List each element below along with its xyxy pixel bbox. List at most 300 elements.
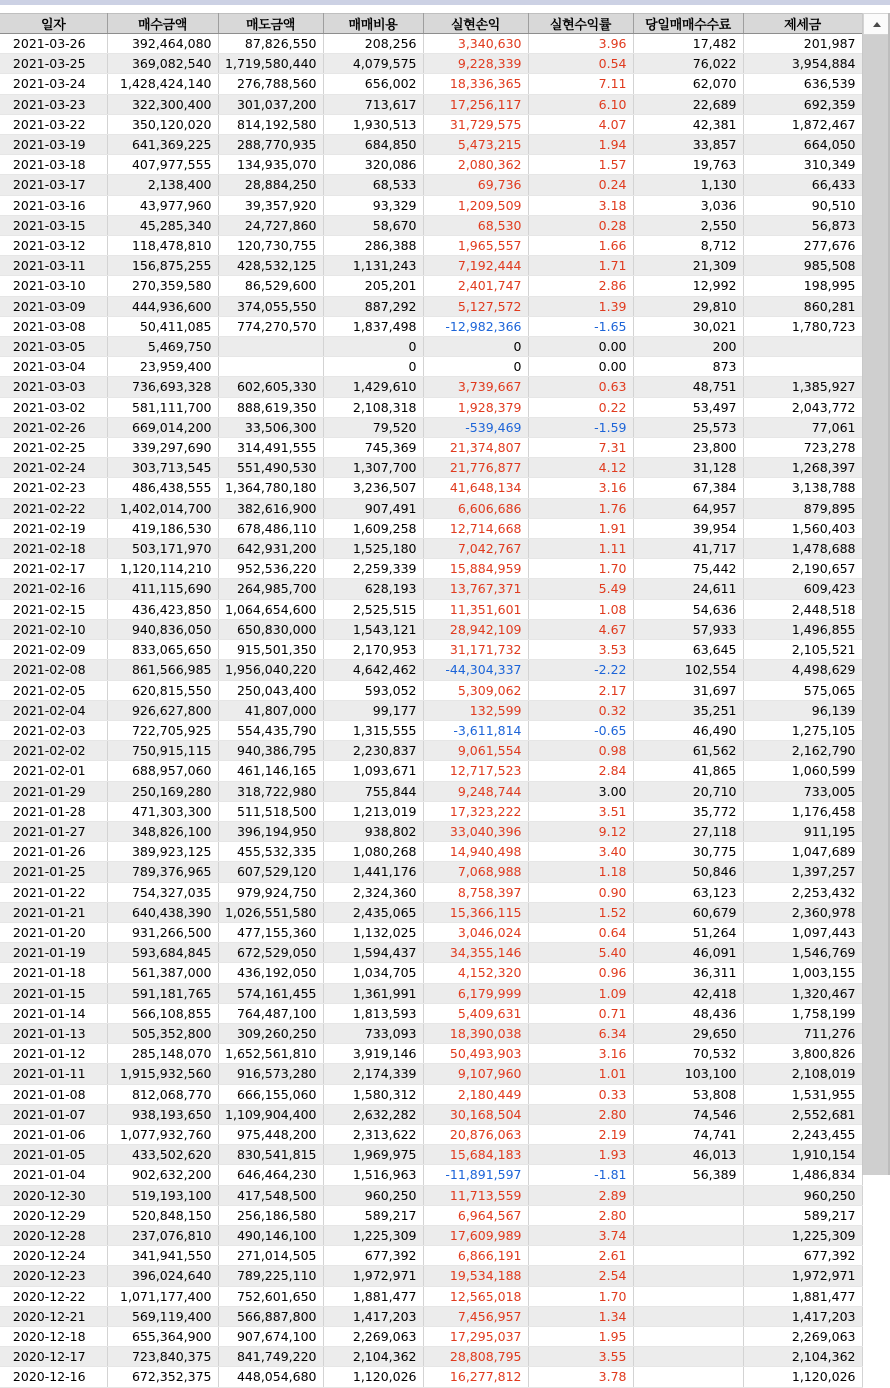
table-row[interactable]: [0, 276, 862, 296]
cell-buy: 861,566,985: [107, 660, 218, 680]
cell-tax: 677,392: [743, 1246, 862, 1266]
table-row[interactable]: [0, 741, 862, 761]
cell-fee: 35,251: [633, 700, 743, 720]
cell-tax: 589,217: [743, 1205, 862, 1225]
cell-sell: 41,807,000: [218, 700, 323, 720]
cell-cost: 938,802: [323, 821, 423, 841]
cell-tax: 90,510: [743, 195, 862, 215]
cell-tax: 860,281: [743, 296, 862, 316]
cell-sell: 86,529,600: [218, 276, 323, 296]
cell-sell: 276,788,560: [218, 74, 323, 94]
table-row[interactable]: [0, 943, 862, 963]
cell-tax: 1,120,026: [743, 1367, 862, 1387]
table-row[interactable]: [0, 175, 862, 195]
cell-realized-return-rate: 0.32: [528, 700, 633, 720]
table-row[interactable]: [0, 1064, 862, 1084]
cell-date: 2020-12-16: [0, 1367, 107, 1387]
cell-realized-pnl: 12,714,668: [423, 518, 528, 538]
table-row[interactable]: [0, 720, 862, 740]
table-row[interactable]: [0, 256, 862, 276]
cell-realized-return-rate: 0.71: [528, 1003, 633, 1023]
table-row[interactable]: [0, 34, 862, 54]
cell-fee: 2,550: [633, 215, 743, 235]
cell-cost: 1,525,180: [323, 539, 423, 559]
cell-cost: 1,131,243: [323, 256, 423, 276]
table-row[interactable]: [0, 1084, 862, 1104]
table-row[interactable]: [0, 599, 862, 619]
cell-tax: 723,278: [743, 438, 862, 458]
table-row[interactable]: [0, 1185, 862, 1205]
cell-realized-pnl: 15,884,959: [423, 559, 528, 579]
cell-tax: 1,910,154: [743, 1145, 862, 1165]
cell-realized-return-rate: 3.00: [528, 781, 633, 801]
cell-realized-return-rate: 1.76: [528, 498, 633, 518]
table-row[interactable]: [0, 1286, 862, 1306]
cell-cost: 1,417,203: [323, 1306, 423, 1326]
table-row[interactable]: [0, 842, 862, 862]
table-row[interactable]: [0, 1145, 862, 1165]
cell-realized-return-rate: 1.34: [528, 1306, 633, 1326]
table-row[interactable]: [0, 1306, 862, 1326]
cell-cost: 2,174,339: [323, 1064, 423, 1084]
trade-table: [0, 13, 863, 1388]
cell-buy: 519,193,100: [107, 1185, 218, 1205]
cell-fee: 57,933: [633, 619, 743, 639]
cell-tax: [743, 357, 862, 377]
cell-sell: 448,054,680: [218, 1367, 323, 1387]
cell-cost: 1,609,258: [323, 518, 423, 538]
cell-cost: 4,642,462: [323, 660, 423, 680]
scrollbar-thumb[interactable]: [863, 35, 890, 695]
cell-buy: 350,120,020: [107, 114, 218, 134]
column-header-realized-pnl[interactable]: 실현손익: [423, 14, 528, 34]
cell-fee: 53,808: [633, 1084, 743, 1104]
cell-realized-pnl: 17,323,222: [423, 801, 528, 821]
cell-sell: 672,529,050: [218, 943, 323, 963]
cell-fee: 19,763: [633, 155, 743, 175]
cell-date: 2021-02-19: [0, 518, 107, 538]
table-row[interactable]: [0, 377, 862, 397]
cell-date: 2021-03-23: [0, 94, 107, 114]
table-row[interactable]: [0, 640, 862, 660]
cell-realized-pnl: 5,409,631: [423, 1003, 528, 1023]
table-row[interactable]: [0, 680, 862, 700]
cell-date: 2021-03-09: [0, 296, 107, 316]
cell-buy: 620,815,550: [107, 680, 218, 700]
table-row[interactable]: [0, 559, 862, 579]
cell-cost: 1,813,593: [323, 1003, 423, 1023]
cell-date: 2020-12-21: [0, 1306, 107, 1326]
cell-sell: 477,155,360: [218, 922, 323, 942]
cell-sell: 1,026,551,580: [218, 902, 323, 922]
cell-tax: 56,873: [743, 215, 862, 235]
column-header-tax[interactable]: 제세금: [743, 14, 862, 34]
cell-buy: 444,936,600: [107, 296, 218, 316]
table-row[interactable]: [0, 195, 862, 215]
cell-tax: [743, 337, 862, 357]
cell-cost: 745,369: [323, 438, 423, 458]
cell-realized-return-rate: 1.52: [528, 902, 633, 922]
cell-tax: 77,061: [743, 417, 862, 437]
table-row[interactable]: [0, 862, 862, 882]
table-row[interactable]: [0, 1367, 862, 1387]
cell-tax: 2,243,455: [743, 1124, 862, 1144]
cell-date: 2021-03-04: [0, 357, 107, 377]
cell-sell: 602,605,330: [218, 377, 323, 397]
cell-date: 2021-01-21: [0, 902, 107, 922]
cell-buy: 411,115,690: [107, 579, 218, 599]
cell-date: 2021-02-15: [0, 599, 107, 619]
cell-date: 2020-12-28: [0, 1225, 107, 1245]
table-row[interactable]: [0, 337, 862, 357]
cell-sell: 752,601,650: [218, 1286, 323, 1306]
table-row[interactable]: [0, 700, 862, 720]
column-header-sell-amount[interactable]: 매도금액: [218, 14, 323, 34]
cell-realized-pnl: 21,776,877: [423, 458, 528, 478]
column-header-realized-return-rate[interactable]: 실현수익률: [528, 14, 633, 34]
cell-buy: 2,138,400: [107, 175, 218, 195]
cell-fee: 62,070: [633, 74, 743, 94]
cell-date: 2021-02-03: [0, 720, 107, 740]
cell-sell: 87,826,550: [218, 34, 323, 54]
cell-buy: 722,705,925: [107, 720, 218, 740]
cell-date: 2021-02-23: [0, 478, 107, 498]
cell-realized-return-rate: 2.80: [528, 1104, 633, 1124]
cell-cost: 1,594,437: [323, 943, 423, 963]
table-row[interactable]: [0, 518, 862, 538]
cell-fee: 29,810: [633, 296, 743, 316]
cell-buy: 322,300,400: [107, 94, 218, 114]
cell-cost: 1,093,671: [323, 761, 423, 781]
table-row[interactable]: [0, 983, 862, 1003]
cell-fee: 46,013: [633, 1145, 743, 1165]
cell-tax: 2,105,521: [743, 640, 862, 660]
cell-realized-return-rate: -2.22: [528, 660, 633, 680]
cell-realized-pnl: 28,808,795: [423, 1347, 528, 1367]
table-row[interactable]: [0, 1165, 862, 1185]
table-row[interactable]: [0, 54, 862, 74]
cell-buy: 348,826,100: [107, 821, 218, 841]
cell-date: 2021-03-17: [0, 175, 107, 195]
cell-tax: 1,496,855: [743, 619, 862, 639]
table-row[interactable]: [0, 438, 862, 458]
cell-fee: 8,712: [633, 236, 743, 256]
cell-date: 2021-02-18: [0, 539, 107, 559]
table-row[interactable]: [0, 1003, 862, 1023]
table-body: [0, 34, 862, 1388]
cell-fee: 103,100: [633, 1064, 743, 1084]
table-row[interactable]: [0, 1044, 862, 1064]
cell-sell: 24,727,860: [218, 215, 323, 235]
table-row[interactable]: [0, 215, 862, 235]
cell-cost: 1,930,513: [323, 114, 423, 134]
cell-tax: 66,433: [743, 175, 862, 195]
cell-buy: 339,297,690: [107, 438, 218, 458]
cell-fee: 35,772: [633, 801, 743, 821]
cell-buy: 419,186,530: [107, 518, 218, 538]
cell-sell: 39,357,920: [218, 195, 323, 215]
table-row[interactable]: [0, 761, 862, 781]
cell-realized-pnl: 11,713,559: [423, 1185, 528, 1205]
cell-tax: 1,780,723: [743, 316, 862, 336]
cell-fee: 3,036: [633, 195, 743, 215]
cell-cost: 1,213,019: [323, 801, 423, 821]
table-row[interactable]: [0, 1246, 862, 1266]
cell-buy: 471,303,300: [107, 801, 218, 821]
cell-tax: 1,417,203: [743, 1306, 862, 1326]
cell-buy: 1,077,932,760: [107, 1124, 218, 1144]
cell-realized-pnl: 7,068,988: [423, 862, 528, 882]
table-row[interactable]: [0, 1225, 862, 1245]
cell-fee: [633, 1367, 743, 1387]
cell-cost: 960,250: [323, 1185, 423, 1205]
cell-fee: 42,418: [633, 983, 743, 1003]
cell-tax: 1,972,971: [743, 1266, 862, 1286]
cell-realized-return-rate: 6.10: [528, 94, 633, 114]
cell-fee: 48,751: [633, 377, 743, 397]
cell-buy: 581,111,700: [107, 397, 218, 417]
cell-realized-return-rate: 0.33: [528, 1084, 633, 1104]
cell-fee: 63,123: [633, 882, 743, 902]
table-row[interactable]: [0, 963, 862, 983]
cell-date: 2021-01-15: [0, 983, 107, 1003]
cell-sell: 554,435,790: [218, 720, 323, 740]
cell-fee: 50,846: [633, 862, 743, 882]
cell-fee: 56,389: [633, 1165, 743, 1185]
cell-realized-return-rate: 0.90: [528, 882, 633, 902]
cell-realized-return-rate: 3.53: [528, 640, 633, 660]
cell-realized-pnl: -12,982,366: [423, 316, 528, 336]
cell-fee: 74,741: [633, 1124, 743, 1144]
table-row[interactable]: [0, 316, 862, 336]
table-row[interactable]: [0, 458, 862, 478]
cell-sell: [218, 357, 323, 377]
cell-sell: 975,448,200: [218, 1124, 323, 1144]
cell-fee: 21,309: [633, 256, 743, 276]
cell-date: 2021-01-22: [0, 882, 107, 902]
cell-date: 2021-03-08: [0, 316, 107, 336]
cell-realized-return-rate: 1.91: [528, 518, 633, 538]
table-row[interactable]: [0, 397, 862, 417]
cell-tax: 201,987: [743, 34, 862, 54]
column-header-buy-amount[interactable]: 매수금액: [107, 14, 218, 34]
table-row[interactable]: [0, 478, 862, 498]
table-row[interactable]: [0, 1104, 862, 1124]
table-row[interactable]: [0, 1327, 862, 1347]
cell-realized-return-rate: 9.12: [528, 821, 633, 841]
cell-fee: 200: [633, 337, 743, 357]
cell-sell: 428,532,125: [218, 256, 323, 276]
table-row[interactable]: [0, 1266, 862, 1286]
cell-sell: 1,652,561,810: [218, 1044, 323, 1064]
cell-realized-pnl: -11,891,597: [423, 1165, 528, 1185]
cell-realized-pnl: 7,456,957: [423, 1306, 528, 1326]
table-row[interactable]: [0, 781, 862, 801]
cell-sell: 120,730,755: [218, 236, 323, 256]
table-row[interactable]: [0, 922, 862, 942]
table-row[interactable]: [0, 498, 862, 518]
cell-cost: 1,972,971: [323, 1266, 423, 1286]
table-row[interactable]: [0, 660, 862, 680]
cell-sell: 1,064,654,600: [218, 599, 323, 619]
cell-fee: [633, 1347, 743, 1367]
cell-realized-return-rate: 1.66: [528, 236, 633, 256]
cell-realized-return-rate: 3.51: [528, 801, 633, 821]
cell-buy: 237,076,810: [107, 1225, 218, 1245]
cell-buy: 45,285,340: [107, 215, 218, 235]
cell-realized-pnl: 16,277,812: [423, 1367, 528, 1387]
cell-cost: 93,329: [323, 195, 423, 215]
cell-realized-pnl: 34,355,146: [423, 943, 528, 963]
table-row[interactable]: [0, 1023, 862, 1043]
cell-fee: 24,611: [633, 579, 743, 599]
cell-buy: 23,959,400: [107, 357, 218, 377]
cell-tax: 2,043,772: [743, 397, 862, 417]
cell-fee: 102,554: [633, 660, 743, 680]
cell-realized-return-rate: 0.63: [528, 377, 633, 397]
cell-fee: 60,679: [633, 902, 743, 922]
cell-fee: 51,264: [633, 922, 743, 942]
cell-buy: 433,502,620: [107, 1145, 218, 1165]
cell-buy: 503,171,970: [107, 539, 218, 559]
cell-date: 2021-03-05: [0, 337, 107, 357]
cell-tax: 1,531,955: [743, 1084, 862, 1104]
cell-cost: 1,881,477: [323, 1286, 423, 1306]
cell-date: 2021-02-25: [0, 438, 107, 458]
cell-date: 2021-02-08: [0, 660, 107, 680]
table-row[interactable]: [0, 135, 862, 155]
table-row[interactable]: [0, 236, 862, 256]
cell-realized-return-rate: 2.61: [528, 1246, 633, 1266]
cell-tax: 1,486,834: [743, 1165, 862, 1185]
cell-sell: 574,161,455: [218, 983, 323, 1003]
cell-realized-pnl: 21,374,807: [423, 438, 528, 458]
cell-buy: 1,120,114,210: [107, 559, 218, 579]
cell-realized-pnl: 3,739,667: [423, 377, 528, 397]
cell-tax: 2,448,518: [743, 599, 862, 619]
cell-buy: 902,632,200: [107, 1165, 218, 1185]
column-header-daily-trade-fee[interactable]: 당일매매수수료: [633, 14, 743, 34]
cell-tax: 2,104,362: [743, 1347, 862, 1367]
cell-date: 2021-03-25: [0, 54, 107, 74]
cell-date: 2021-01-05: [0, 1145, 107, 1165]
cell-sell: 764,487,100: [218, 1003, 323, 1023]
cell-realized-pnl: 15,684,183: [423, 1145, 528, 1165]
cell-fee: 31,697: [633, 680, 743, 700]
cell-sell: 318,722,980: [218, 781, 323, 801]
cell-tax: 1,275,105: [743, 720, 862, 740]
scroll-up-button[interactable]: [863, 13, 890, 35]
table-row[interactable]: [0, 1205, 862, 1225]
cell-sell: 666,155,060: [218, 1084, 323, 1104]
table-row[interactable]: [0, 74, 862, 94]
cell-date: 2021-03-12: [0, 236, 107, 256]
cell-cost: 1,580,312: [323, 1084, 423, 1104]
table-row[interactable]: [0, 902, 862, 922]
cell-sell: 830,541,815: [218, 1145, 323, 1165]
column-header-date[interactable]: 일자: [0, 14, 107, 34]
scrollbar-track[interactable]: [863, 35, 890, 1175]
table-row[interactable]: [0, 579, 862, 599]
cell-tax: 575,065: [743, 680, 862, 700]
table-row[interactable]: [0, 539, 862, 559]
cell-realized-pnl: 7,042,767: [423, 539, 528, 559]
table-row[interactable]: [0, 882, 862, 902]
cell-sell: 607,529,120: [218, 862, 323, 882]
cell-sell: 551,490,530: [218, 458, 323, 478]
cell-buy: 1,071,177,400: [107, 1286, 218, 1306]
cell-realized-return-rate: 2.84: [528, 761, 633, 781]
cell-realized-pnl: 5,127,572: [423, 296, 528, 316]
cell-tax: 2,360,978: [743, 902, 862, 922]
cell-realized-return-rate: 2.17: [528, 680, 633, 700]
cell-cost: 1,225,309: [323, 1225, 423, 1245]
cell-cost: 1,120,026: [323, 1367, 423, 1387]
cell-fee: 12,992: [633, 276, 743, 296]
table-row[interactable]: [0, 296, 862, 316]
column-header-trade-cost[interactable]: 매매비용: [323, 14, 423, 34]
cell-buy: 341,941,550: [107, 1246, 218, 1266]
table-header: [0, 14, 862, 34]
cell-cost: 733,093: [323, 1023, 423, 1043]
table-row[interactable]: [0, 821, 862, 841]
cell-realized-pnl: 17,295,037: [423, 1327, 528, 1347]
cell-realized-pnl: 1,965,557: [423, 236, 528, 256]
cell-fee: 1,130: [633, 175, 743, 195]
cell-cost: 1,034,705: [323, 963, 423, 983]
cell-date: 2020-12-22: [0, 1286, 107, 1306]
table-row[interactable]: [0, 1347, 862, 1367]
cell-cost: 1,837,498: [323, 316, 423, 336]
cell-fee: 70,532: [633, 1044, 743, 1064]
cell-fee: [633, 1225, 743, 1245]
table-row[interactable]: [0, 417, 862, 437]
table-row[interactable]: [0, 801, 862, 821]
vertical-scrollbar[interactable]: [862, 13, 890, 1175]
table-row[interactable]: [0, 619, 862, 639]
table-row[interactable]: [0, 155, 862, 175]
cell-cost: 1,441,176: [323, 862, 423, 882]
table-row[interactable]: [0, 357, 862, 377]
cell-tax: 692,359: [743, 94, 862, 114]
cell-date: 2021-02-26: [0, 417, 107, 437]
cell-cost: 1,516,963: [323, 1165, 423, 1185]
cell-fee: 46,490: [633, 720, 743, 740]
cell-realized-return-rate: 0.24: [528, 175, 633, 195]
cell-tax: 1,097,443: [743, 922, 862, 942]
cell-cost: 0: [323, 337, 423, 357]
cell-tax: 1,758,199: [743, 1003, 862, 1023]
table-row[interactable]: [0, 114, 862, 134]
cell-buy: 156,875,255: [107, 256, 218, 276]
cell-tax: 1,320,467: [743, 983, 862, 1003]
cell-tax: 1,268,397: [743, 458, 862, 478]
table-row[interactable]: [0, 94, 862, 114]
cell-tax: 1,397,257: [743, 862, 862, 882]
cell-date: 2021-02-16: [0, 579, 107, 599]
cell-tax: 3,954,884: [743, 54, 862, 74]
cell-realized-pnl: -539,469: [423, 417, 528, 437]
cell-sell: 915,501,350: [218, 640, 323, 660]
cell-sell: 642,931,200: [218, 539, 323, 559]
cell-realized-pnl: 17,256,117: [423, 94, 528, 114]
cell-realized-return-rate: 1.57: [528, 155, 633, 175]
cell-buy: 669,014,200: [107, 417, 218, 437]
cell-buy: 561,387,000: [107, 963, 218, 983]
table-row[interactable]: [0, 1124, 862, 1144]
cell-cost: 4,079,575: [323, 54, 423, 74]
cell-buy: 931,266,500: [107, 922, 218, 942]
